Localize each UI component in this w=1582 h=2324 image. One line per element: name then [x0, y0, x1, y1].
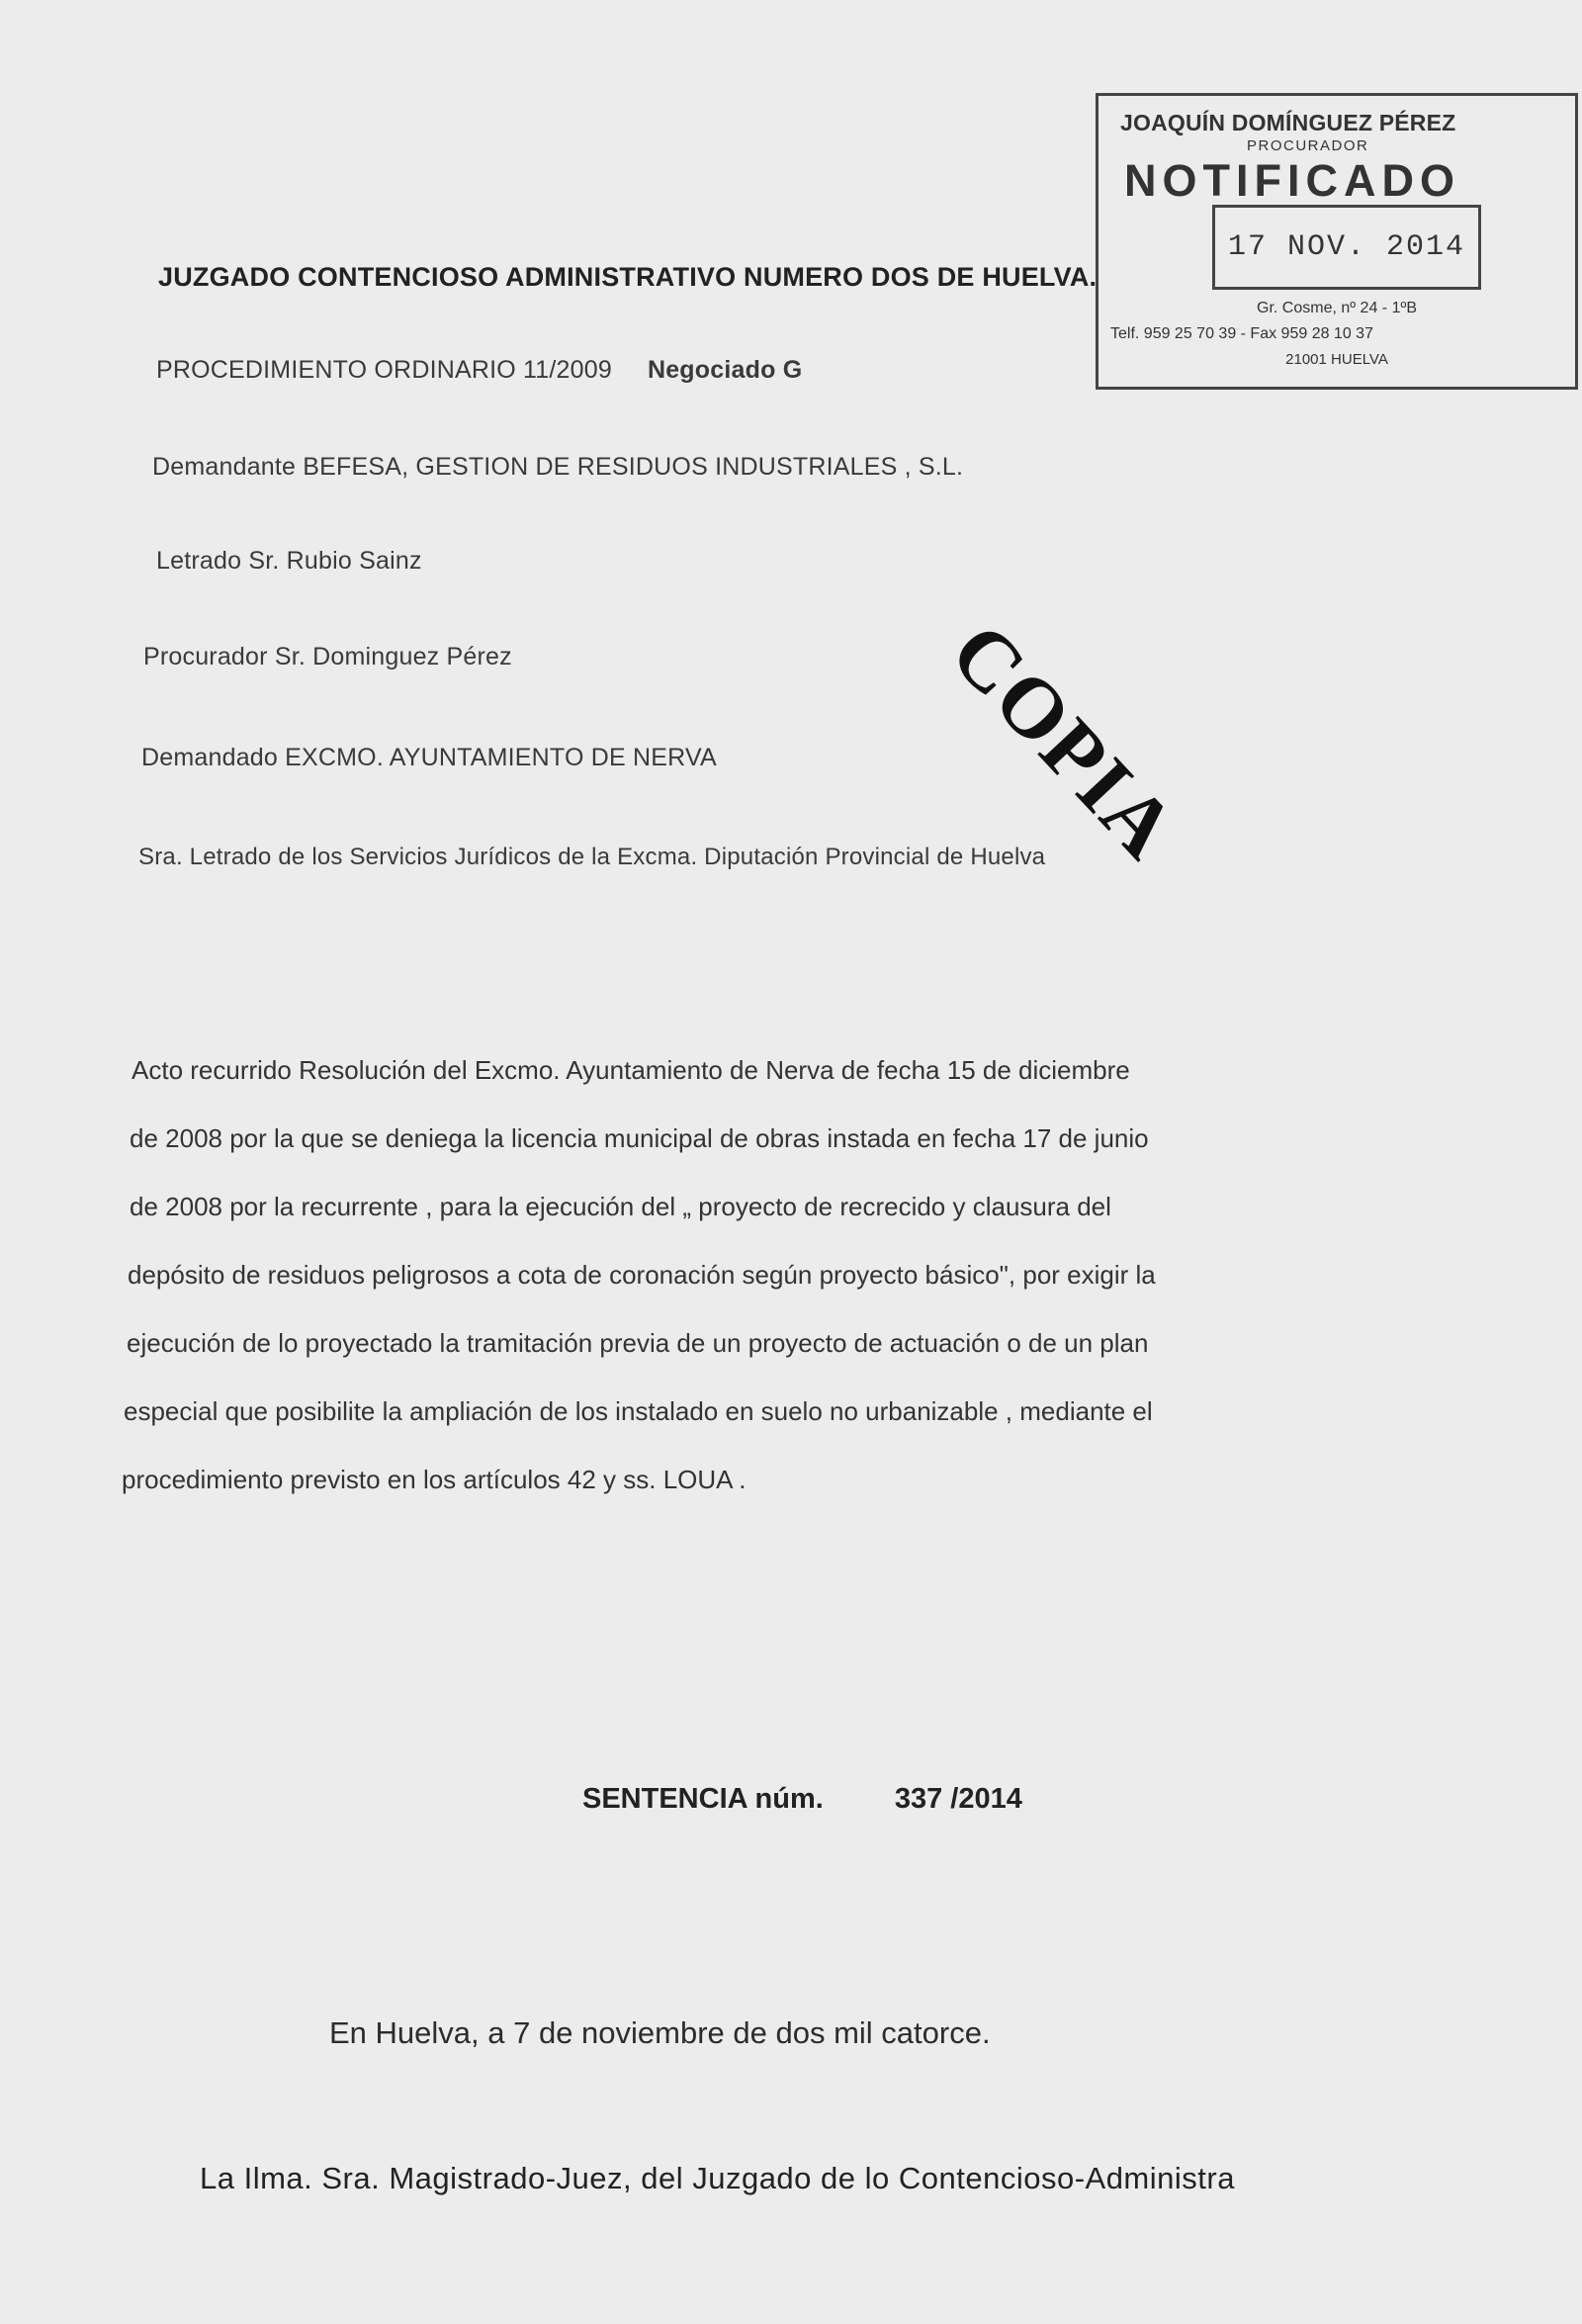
stamp-attorney-name: JOAQUÍN DOMÍNGUEZ PÉREZ: [1120, 110, 1456, 135]
stamp-notified-text: NOTIFICADO: [1124, 155, 1460, 206]
appealed-act-paragraph: [122, 1036, 1545, 1514]
negotiated-label: Negociado G: [647, 356, 803, 384]
court-heading: JUZGADO CONTENCIOSO ADMINISTRATIVO NUMERO DOS DE HUELVA.: [158, 262, 1098, 292]
sentence-number: 337 /2014: [894, 1783, 1022, 1815]
council-line: Sra. Letrado de los Servicios Jurídicos de la Excma. Diputación Provincial de Huelva: [138, 844, 1046, 870]
act-line: Acto recurrido Resolución del Excmo. Ayuntamiento de Nerva de fecha 15 de diciembre: [132, 1055, 1130, 1085]
defendant-line: Demandado EXCMO. AYUNTAMIENTO DE NERVA: [141, 744, 717, 771]
notification-stamp: [1096, 93, 1578, 390]
attorney-line: Procurador Sr. Dominguez Pérez: [143, 643, 512, 670]
stamp-city: 21001 HUELVA: [1285, 351, 1388, 368]
act-line: ejecución de lo proyectado la tramitación previa de un proyecto de actuación o de un plan: [127, 1328, 1149, 1358]
stamp-phone-fax: Telf. 959 25 70 39 - Fax 959 28 10 37: [1110, 325, 1373, 342]
sentence-label: SENTENCIA núm.: [582, 1783, 824, 1815]
procedure-number: PROCEDIMIENTO ORDINARIO 11/2009: [156, 356, 612, 384]
act-line: especial que posibilite la ampliación de los instalado en suelo no urbanizable , mediante el: [124, 1396, 1153, 1426]
copy-stamp: COPIA: [932, 604, 1196, 877]
stamp-address: Gr. Cosme, nº 24 - 1ºB: [1257, 300, 1417, 316]
act-line: de 2008 por la que se deniega la licencia municipal de obras instada en fecha 17 de junio: [130, 1123, 1149, 1153]
plaintiff-line: Demandante BEFESA, GESTION DE RESIDUOS INDUSTRIALES , S.L.: [152, 453, 964, 481]
stamp-role: PROCURADOR: [1247, 137, 1369, 154]
judge-line: La Ilma. Sra. Magistrado-Juez, del Juzgado de lo Contencioso-Administra: [200, 2161, 1235, 2195]
stamp-date-box: 17 NOV. 2014: [1212, 205, 1481, 290]
sentence-title: [582, 1783, 1022, 1816]
act-line: de 2008 por la recurrente , para la ejecución del „ proyecto de recrecido y clausura del: [130, 1192, 1111, 1221]
location-date: En Huelva, a 7 de noviembre de dos mil catorce.: [329, 2015, 991, 2050]
lawyer-line: Letrado Sr. Rubio Sainz: [156, 547, 422, 575]
act-line: depósito de residuos peligrosos a cota de coronación según proyecto básico", por exigir la: [128, 1260, 1156, 1290]
procedure-line: [156, 356, 802, 385]
act-line: procedimiento previsto en los artículos 42 y ss. LOUA .: [122, 1465, 747, 1494]
